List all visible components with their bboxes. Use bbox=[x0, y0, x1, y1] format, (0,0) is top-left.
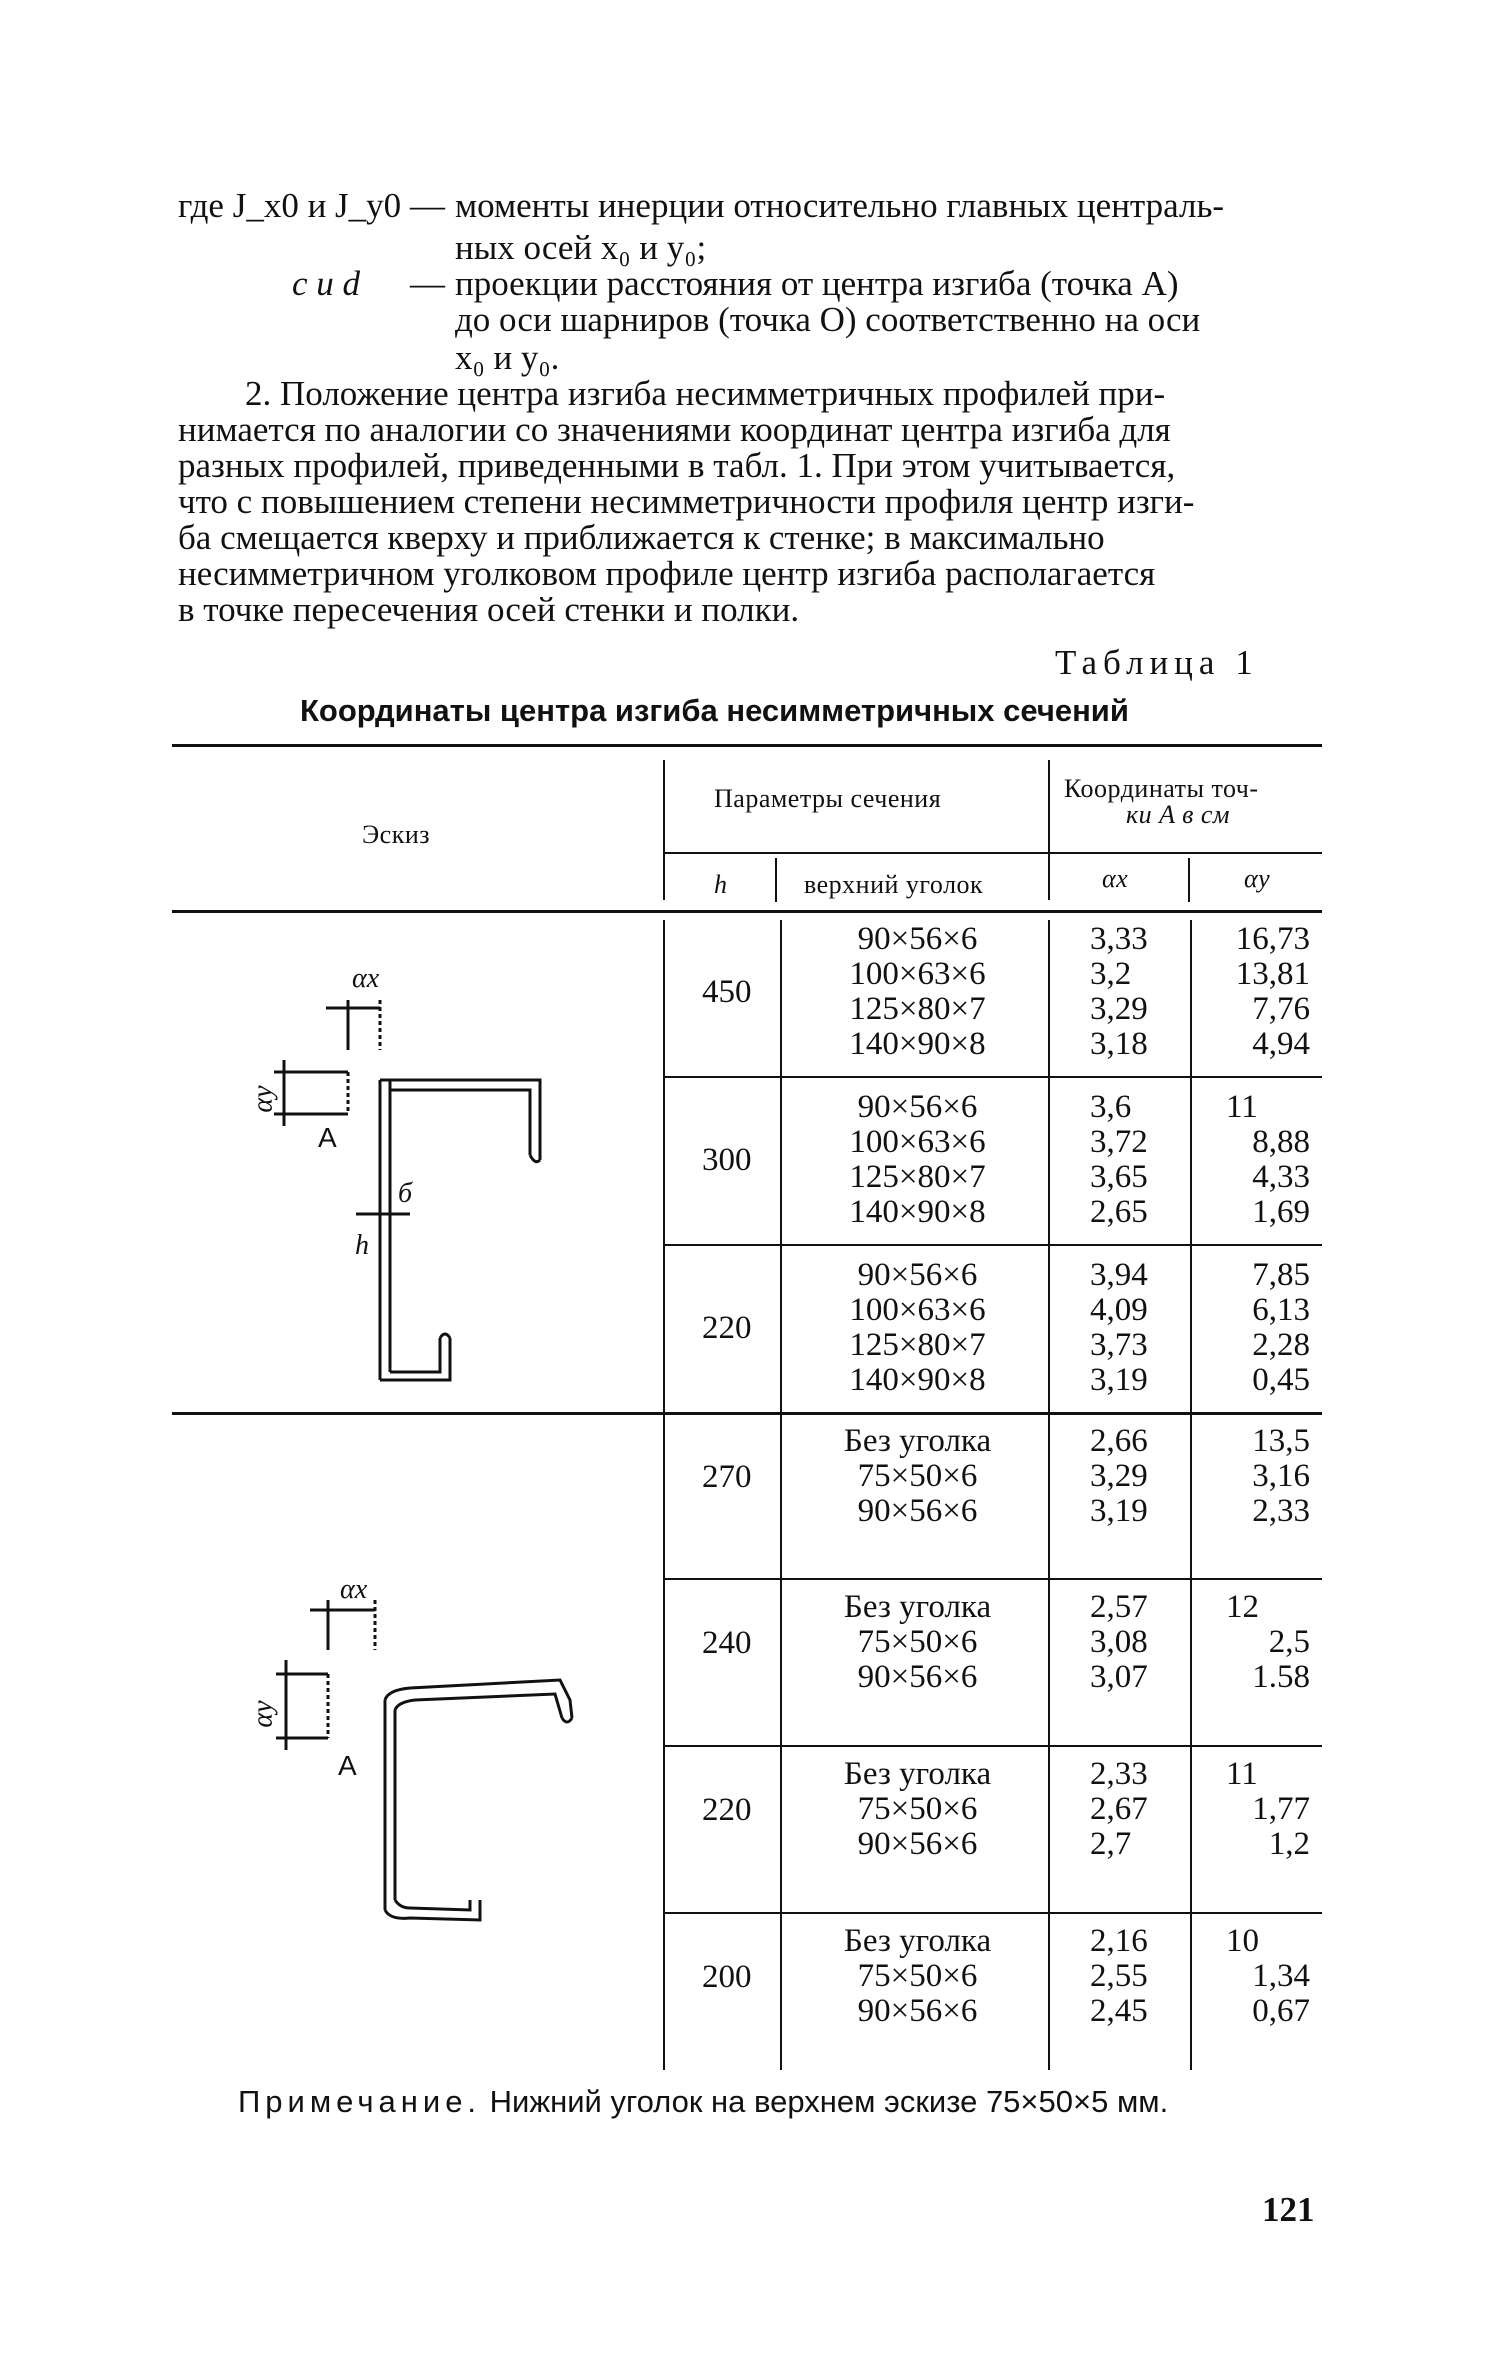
table-cell-ax: 3,2 bbox=[1090, 956, 1132, 992]
table-cell-angle: 100×63×6 bbox=[849, 1124, 986, 1160]
vrule bbox=[1048, 760, 1050, 900]
table-cell-ay: 11 bbox=[1226, 1756, 1258, 1792]
header-rule-params bbox=[663, 852, 1322, 854]
table-cell-h: 300 bbox=[702, 1142, 752, 1178]
paragraph-line: что с повышением степени несимметричности профиля центр изги- bbox=[178, 482, 1195, 521]
table-cell-ay: 4,94 bbox=[1252, 1026, 1310, 1062]
table-cell-h: 240 bbox=[702, 1624, 752, 1661]
header-sketch: Эскиз bbox=[362, 820, 431, 849]
table-cell-ay: 1.58 bbox=[1252, 1659, 1310, 1695]
table-cell-angle: Без уголка bbox=[843, 1923, 992, 1959]
table-top-rule bbox=[172, 744, 1322, 747]
vrule bbox=[1048, 920, 1050, 2070]
table-cell-angle: 140×90×8 bbox=[849, 1362, 986, 1398]
table-cell-ay: 7,76 bbox=[1252, 991, 1310, 1027]
sketch-bottom-ay: αy bbox=[247, 1700, 279, 1728]
table-cell-ay: 6,13 bbox=[1252, 1292, 1310, 1328]
table-cell-ax: 3,19 bbox=[1090, 1493, 1148, 1529]
table-cell-ax: 3,29 bbox=[1090, 991, 1148, 1027]
paragraph-line: нимается по аналогии со значениями координат центра изгиба для bbox=[178, 410, 1171, 449]
definition-line: проекции расстояния от центра изгиба (точка A) bbox=[455, 264, 1179, 303]
table-cell-ax: 3,29 bbox=[1090, 1458, 1148, 1494]
note bbox=[238, 2086, 1168, 2117]
table-cell-ay: 8,88 bbox=[1252, 1124, 1310, 1160]
table-cell-angle: 90×56×6 bbox=[857, 1257, 978, 1293]
table-cell-ay: 16,73 bbox=[1235, 921, 1310, 957]
group-rule bbox=[663, 1912, 1322, 1914]
table-cell-ax: 2,7 bbox=[1090, 1826, 1132, 1862]
term-text: где J_x0 и J_y0 bbox=[178, 186, 402, 225]
group-rule bbox=[663, 1578, 1322, 1580]
header-upper-angle: верхний уголок bbox=[804, 870, 984, 899]
section-rule bbox=[172, 1412, 1322, 1415]
table-cell-angle: 75×50×6 bbox=[857, 1624, 978, 1660]
table-cell-ax: 2,57 bbox=[1090, 1589, 1148, 1625]
definition-term-1 bbox=[178, 188, 401, 223]
sketch-top-h: h bbox=[355, 1230, 369, 1261]
table-cell-angle: 75×50×6 bbox=[857, 1458, 978, 1494]
definition-dash-2: — bbox=[410, 264, 445, 303]
table-cell-ax: 2,33 bbox=[1090, 1756, 1148, 1792]
table-cell-ax: 2,55 bbox=[1090, 1958, 1148, 1994]
table-cell-ay: 11 bbox=[1226, 1089, 1258, 1125]
table-cell-angle: 100×63×6 bbox=[849, 1292, 986, 1328]
group-rule bbox=[663, 1745, 1322, 1747]
table-cell-ay: 0,67 bbox=[1252, 1993, 1310, 2029]
vrule bbox=[663, 920, 665, 2070]
paragraph-line: разных профилей, приведенными в табл. 1. При этом учитывается, bbox=[178, 446, 1176, 485]
definition-dash-1: — bbox=[410, 186, 445, 225]
table-cell-ax: 3,18 bbox=[1090, 1026, 1148, 1062]
table-cell-angle: 90×56×6 bbox=[857, 921, 978, 957]
table-cell-angle: 90×56×6 bbox=[857, 1659, 978, 1695]
table-cell-ax: 3,07 bbox=[1090, 1659, 1148, 1695]
paragraph-line: в точке пересечения осей стенки и полки. bbox=[178, 590, 800, 629]
table-cell-h: 450 bbox=[702, 974, 752, 1010]
sketch-bottom-ax: αx bbox=[340, 1574, 368, 1605]
paragraph-line: несимметричном уголковом профиле центр изгиба располагается bbox=[178, 554, 1156, 593]
header-coords-2: ки A в см bbox=[1126, 800, 1230, 829]
table-cell-ax: 2,67 bbox=[1090, 1791, 1148, 1827]
table-cell-angle: Без уголка bbox=[843, 1589, 992, 1625]
table-cell-ay: 12 bbox=[1226, 1589, 1259, 1625]
table-cell-angle: 90×56×6 bbox=[857, 1993, 978, 2029]
table-cell-angle: Без уголка bbox=[843, 1423, 992, 1459]
note-label: Примечание. bbox=[238, 2084, 482, 2119]
header-params: Параметры сечения bbox=[714, 784, 942, 813]
table-cell-ax: 2,16 bbox=[1090, 1923, 1148, 1959]
sketch-bottom-A: A bbox=[338, 1750, 357, 1781]
table-cell-ax: 3,08 bbox=[1090, 1624, 1148, 1660]
sketch-bottom-profile bbox=[240, 1580, 600, 1940]
table-cell-angle: 90×56×6 bbox=[857, 1493, 978, 1529]
sketch-top-ay: αy bbox=[247, 1085, 279, 1113]
definition-line: ных осей x₀ и y₀; bbox=[455, 228, 707, 267]
table-cell-angle: Без уголка bbox=[843, 1756, 992, 1792]
table-cell-ax: 3,19 bbox=[1090, 1362, 1148, 1398]
definition-line: до оси шарниров (точка O) соответственно на оси bbox=[455, 300, 1201, 339]
table-cell-ax: 2,65 bbox=[1090, 1194, 1148, 1230]
table-cell-angle: 140×90×8 bbox=[849, 1194, 986, 1230]
paragraph-line: ба смещается кверху и приближается к стенке; в максимально bbox=[178, 518, 1105, 557]
table-cell-ay: 2,5 bbox=[1268, 1624, 1310, 1660]
table-cell-ax: 3,94 bbox=[1090, 1257, 1148, 1293]
table-cell-ay: 13,5 bbox=[1252, 1423, 1310, 1459]
table-cell-h: 270 bbox=[702, 1458, 752, 1495]
table-cell-ay: 1,2 bbox=[1268, 1826, 1310, 1862]
header-bottom-rule bbox=[172, 910, 1322, 913]
table-cell-ax: 2,45 bbox=[1090, 1993, 1148, 2029]
table-cell-ax: 3,6 bbox=[1090, 1089, 1132, 1125]
paragraph-line: 2. Положение центра изгиба несимметричных профилей при- bbox=[245, 374, 1166, 413]
table-cell-ay: 3,16 bbox=[1252, 1458, 1310, 1494]
table-cell-ax: 4,09 bbox=[1090, 1292, 1148, 1328]
group-rule bbox=[663, 1244, 1322, 1246]
table-cell-ay: 2,33 bbox=[1252, 1493, 1310, 1529]
vrule bbox=[775, 858, 777, 902]
table-cell-angle: 125×80×7 bbox=[849, 1327, 986, 1363]
table-cell-ax: 3,65 bbox=[1090, 1159, 1148, 1195]
header-coords-1: Координаты точ- bbox=[1064, 774, 1259, 803]
table-cell-ay: 2,28 bbox=[1252, 1327, 1310, 1363]
table-cell-ax: 3,33 bbox=[1090, 921, 1148, 957]
table-cell-angle: 90×56×6 bbox=[857, 1826, 978, 1862]
table-cell-angle: 75×50×6 bbox=[857, 1958, 978, 1994]
vrule bbox=[663, 760, 665, 900]
table-cell-angle: 140×90×8 bbox=[849, 1026, 986, 1062]
table-cell-ay: 1,77 bbox=[1252, 1791, 1310, 1827]
table-cell-ay: 13,81 bbox=[1235, 956, 1310, 992]
table-cell-ay: 0,45 bbox=[1252, 1362, 1310, 1398]
table-cell-ay: 4,33 bbox=[1252, 1159, 1310, 1195]
sketch-top-delta: б bbox=[398, 1178, 413, 1209]
definition-term-2: c и d bbox=[292, 264, 361, 303]
definition-line: x₀ и y₀. bbox=[455, 338, 560, 377]
table-cell-angle: 75×50×6 bbox=[857, 1791, 978, 1827]
table-title: Координаты центра изгиба несимметричных сечений bbox=[300, 693, 1129, 728]
table-cell-h: 220 bbox=[702, 1791, 752, 1828]
page-number: 121 bbox=[1262, 2190, 1315, 2229]
table-cell-angle: 125×80×7 bbox=[849, 991, 986, 1027]
table-cell-ay: 1,34 bbox=[1252, 1958, 1310, 1994]
vrule bbox=[1188, 858, 1190, 902]
table-label: Таблица 1 bbox=[1055, 643, 1259, 682]
table-cell-h: 200 bbox=[702, 1958, 752, 1995]
table-cell-angle: 125×80×7 bbox=[849, 1159, 986, 1195]
table-cell-ax: 3,72 bbox=[1090, 1124, 1148, 1160]
header-ay: αy bbox=[1244, 864, 1271, 893]
table-cell-ay: 7,85 bbox=[1252, 1257, 1310, 1293]
table-cell-h: 220 bbox=[702, 1310, 752, 1346]
table-cell-ay: 1,69 bbox=[1252, 1194, 1310, 1230]
vrule bbox=[780, 920, 782, 2070]
note-text: Нижний уголок на верхнем эскизе 75×50×5 мм. bbox=[489, 2084, 1169, 2119]
header-h: h bbox=[714, 870, 728, 899]
group-rule bbox=[663, 1076, 1322, 1078]
table-cell-angle: 100×63×6 bbox=[849, 956, 986, 992]
table-cell-ay: 10 bbox=[1226, 1923, 1259, 1959]
table-cell-ax: 3,73 bbox=[1090, 1327, 1148, 1363]
table-cell-angle: 90×56×6 bbox=[857, 1089, 978, 1125]
sketch-top-ax: αx bbox=[352, 963, 380, 994]
header-ax: αx bbox=[1102, 864, 1129, 893]
table-cell-ax: 2,66 bbox=[1090, 1423, 1148, 1459]
definition-line: моменты инерции относительно главных централь- bbox=[455, 186, 1225, 225]
sketch-top-A: A bbox=[318, 1122, 337, 1153]
